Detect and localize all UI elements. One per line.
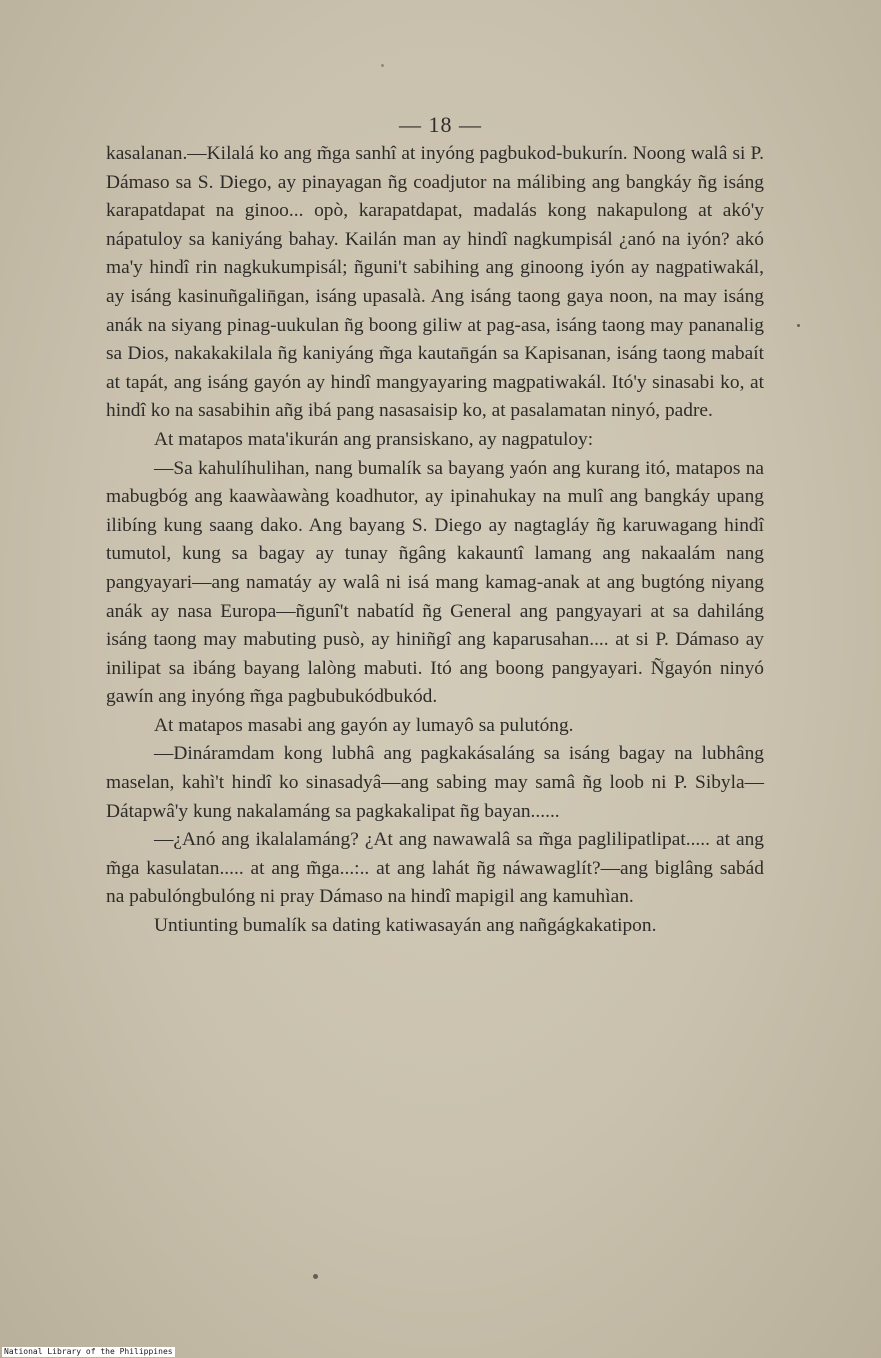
paper-speck [381, 64, 384, 67]
paper-speck [313, 1274, 318, 1279]
paragraph-2: At matapos mata'ikurán ang pransiskano, ay nagpatuloy: [154, 428, 594, 450]
body-text [106, 140, 764, 941]
paragraph-6: —¿Anó ang ikalalamáng? ¿At ang nawawalâ sa m̃ga paglilipatlipat..... at ang m̃ga kasulatan..... at ang m̃ga...:.. at ang lahát ñg náwawaglít?—ang biglâng sabád na pabulóngbulóng ni pray Dámaso na hindî mapigil ang kamuhìan. [106, 829, 764, 908]
paragraph-4: At matapos masabi ang gayón ay lumayô sa pulutóng. [154, 714, 574, 736]
page-number: — 18 — [399, 112, 482, 137]
paper-speck [797, 324, 800, 327]
paragraph-3: —Sa kahulíhulihan, nang bumalík sa bayang yaón ang kurang itó, matapos na mabugbóg ang kaawàawàng koadhutor, ay ipinahukay na mulî ang bangkáy upang ilibíng kung saang dako. Ang bayang S. Diego ay nagtagláy ñg karuwagang hindî tumutol, kung sa bagay ay tunay ñgâng kakauntî lamang ang nakaalám nang pangyayari—ang namatáy ay walâ ni isá mang kamag-anak at ang bugtóng niyang anák ay nasa Europa—ñgunî't nabatíd ñg General ang pangyayari at sa dahiláng isáng taong may mabuting pusò, ay hiniñgî ang kaparusahan.... at si P. Dámaso ay inilipat sa ibáng bayang lalòng mabuti. Itó ang boong pangyayari. Ñgayón ninyó gawín ang inyóng m̃ga pagbubukódbukód. [106, 457, 764, 708]
library-credit: National Library of the Philippines [4, 1347, 173, 1356]
paragraph-5: —Dináramdam kong lubhâ ang pagkakásaláng sa isáng bagay na lubhâng maselan, kahì't hindî ko sinasadyâ—ang sabing may samâ ñg loob ni P. Sibyla—Dátapwâ'y kung nakalamáng sa pagkakalipat ñg bayan...... [106, 743, 764, 822]
paragraph-1: kasalanan.—Kilalá ko ang m̃ga sanhî at inyóng pagbukod-bukurín. Noong walâ si P. Dámaso sa S. Diego, ay pinayagan ñg coadjutor na málibing ang bangkáy ñg isáng karapatdapat na ginoo... opò, karapatdapat, madalás kong nakapulong at akó'y nápatuloy sa kaniyáng bahay. Kailán man ay hindî nagkumpisál ¿anó na iyón? akó ma'y hindî rin nagkukumpisál; ñguni't sabihing ang ginoong iyón ay nagpatiwakál, ay isáng kasinuñgalin̄gan, isáng upasalà. Ang isáng taong gaya noon, na may isáng anák na siyang pinag-uukulan ñg boong giliw at pag-asa, isáng taong may pananalig sa Dios, nakakakilala ñg kaniyáng m̃ga kautan̄gán sa Kapisanan, isáng taong mabaít at tapát, ang isáng gayón ay hindî mangyayaring magpatiwakál. Itó'y sinasabi ko, at hindî ko na sasabihin añg ibá pang nasasaisip ko, at pasalamatan ninyó, padre. [106, 143, 764, 422]
paragraph-7: Untiunting bumalík sa dating katiwasayán ang nañgágkakatipon. [154, 915, 657, 937]
